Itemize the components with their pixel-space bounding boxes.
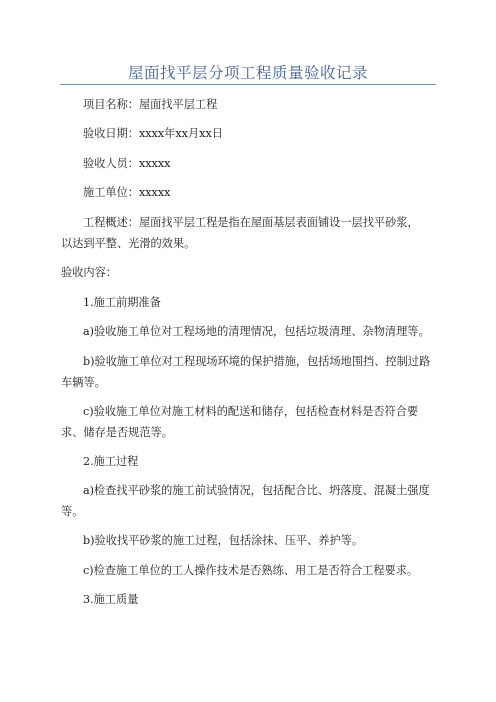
document-title: 屋面找平层分项工程质量验收记录 — [127, 64, 368, 82]
list-item: a)检查找平砂浆的施工前试验情况，包括配合比、坍落度、混凝土强度等。 — [61, 484, 430, 518]
contractor: 施工单位：xxxxx — [83, 186, 171, 199]
section-heading: 3.施工质量 — [83, 593, 139, 606]
list-item: c)验收施工单位对施工材料的配送和储存，包括检查材料是否符合要求、储存是否规范等。 — [61, 405, 419, 439]
acceptance-date: 验收日期：xxxx年xx月xx日 — [83, 127, 223, 140]
list-item: b)验收找平砂浆的施工过程，包括涂抹、压平、养护等。 — [83, 534, 364, 547]
list-item: b)验收施工单位对工程现场环境的保护措施，包括场地围挡、控制过路车辆等。 — [61, 355, 431, 389]
section-heading: 1.施工前期准备 — [83, 296, 161, 309]
project-overview: 工程概述：屋面找平层工程是指在屋面基层表面铺设一层找平砂浆，以达到平整、光滑的效果。 — [61, 216, 419, 250]
section-heading: 2.施工过程 — [83, 455, 139, 468]
inspector: 验收人员：xxxxx — [83, 157, 171, 170]
project-name: 项目名称：屋面找平层工程 — [83, 98, 218, 111]
title-divider — [60, 84, 436, 85]
list-item: a)验收施工单位对工程场地的清理情况，包括垃圾清理、杂物清理等。 — [83, 325, 430, 338]
content-heading: 验收内容： — [61, 266, 117, 279]
list-item: c)检查施工单位的工人操作技术是否熟练、用工是否符合工程要求。 — [83, 564, 419, 577]
